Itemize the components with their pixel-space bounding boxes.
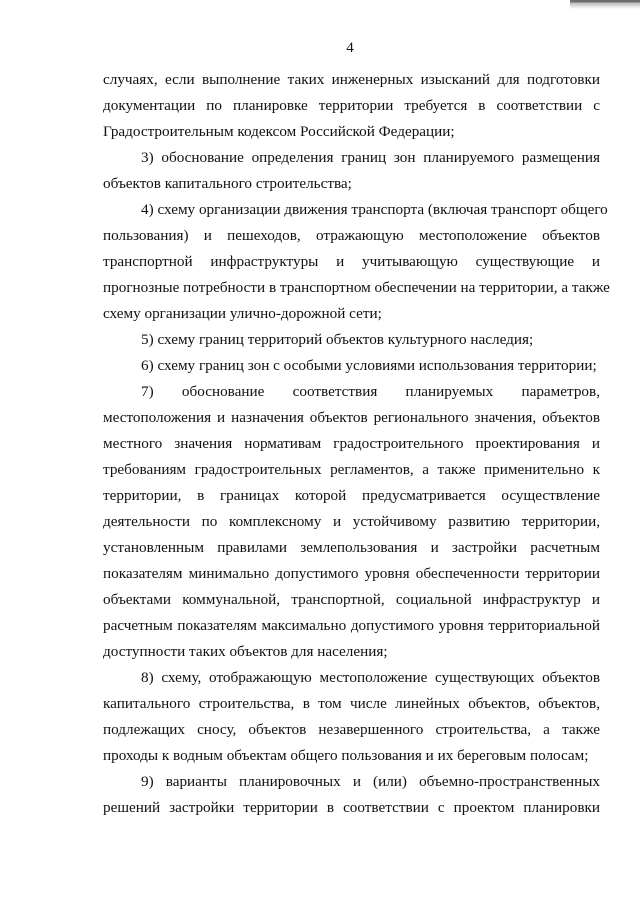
paragraph-item-8 [103, 665, 600, 769]
text-line: расчетным показателям максимально допустимого уровня территориальной [103, 617, 600, 634]
paragraph-item-3 [103, 145, 600, 197]
paragraph-item-6 [103, 353, 600, 379]
text-line: прогнозные потребности в транспортном обеспечении на территории, а также [103, 279, 610, 296]
text-line: местного значения нормативам градостроительного проектирования и [103, 435, 600, 452]
text-line: подлежащих сносу, объектов незавершенного строительства, а также [103, 721, 600, 738]
page-number: 4 [346, 40, 354, 56]
text-line: объектами коммунальной, транспортной, социальной инфраструктур и [103, 591, 600, 608]
paragraph-item-7 [103, 379, 600, 665]
text-line: деятельности по комплексному и устойчивому развитию территории, [103, 513, 600, 530]
paragraph-continuation [103, 67, 600, 145]
text-line: пользования) и пешеходов, отражающую местоположение объектов [103, 227, 600, 244]
text-line: объектов капитального строительства; [103, 175, 352, 192]
text-line: капитального строительства, в том числе линейных объектов, объектов, [103, 695, 600, 712]
text-line: Градостроительным кодексом Российской Федерации; [103, 123, 455, 140]
text-line: проходы к водным объектам общего пользования и их береговым полосам; [103, 747, 589, 764]
text-line: 3) обоснование определения границ зон планируемого размещения [141, 149, 600, 166]
text-line: показателям минимально допустимого уровня обеспеченности территории [103, 565, 600, 582]
text-line: 7) обоснование соответствия планируемых параметров, [141, 383, 600, 400]
text-line: схему организации улично-дорожной сети; [103, 305, 382, 322]
document-body [103, 67, 610, 821]
text-line: случаях, если выполнение таких инженерных изысканий для подготовки [103, 71, 600, 88]
text-line: документации по планировке территории требуется в соответствии с [103, 97, 600, 114]
text-line: транспортной инфраструктуры и учитывающую существующие и [103, 253, 600, 270]
paragraph-item-4 [103, 197, 610, 327]
text-line: 8) схему, отображающую местоположение существующих объектов [141, 669, 600, 686]
text-line: территории, в границах которой предусматривается осуществление [103, 487, 600, 504]
text-line: доступности таких объектов для населения; [103, 643, 388, 660]
paragraph-item-5 [103, 327, 600, 353]
paragraph-item-9 [103, 769, 600, 821]
text-line: местоположения и назначения объектов регионального значения, объектов [103, 409, 600, 426]
text-line: 6) схему границ зон с особыми условиями использования территории; [141, 357, 597, 374]
text-line: 9) варианты планировочных и (или) объемно-пространственных [141, 773, 600, 790]
text-line: 4) схему организации движения транспорта (включая транспорт общего [141, 201, 608, 218]
text-line: решений застройки территории в соответствии с проектом планировки [103, 799, 600, 816]
scan-edge-mark [570, 0, 640, 9]
text-line: требованиям градостроительных регламентов, а также применительно к [103, 461, 600, 478]
text-line: 5) схему границ территорий объектов культурного наследия; [141, 331, 534, 348]
text-line: установленным правилами землепользования и застройки расчетным [103, 539, 600, 556]
